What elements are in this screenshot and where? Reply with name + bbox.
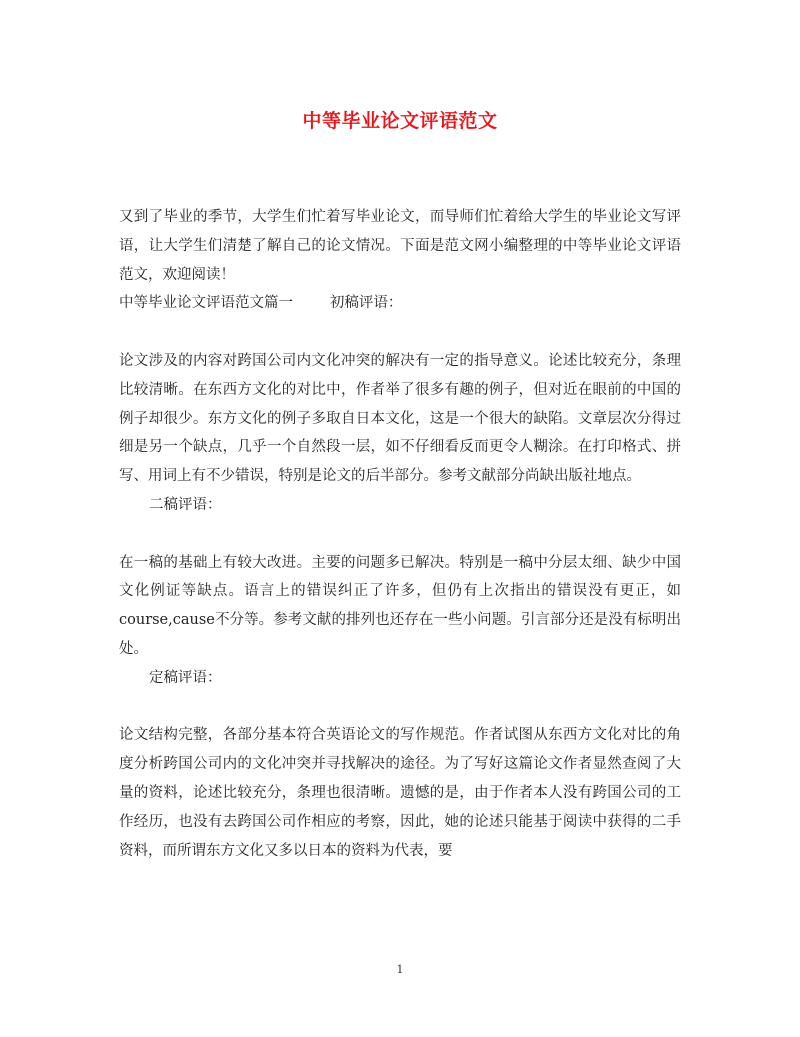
spacer	[119, 693, 681, 722]
first-draft-paragraph: 论文涉及的内容对跨国公司内文化冲突的解决有一定的指导意义。论述比较充分，条理比较清晰。在东西方文化的对比中，作者举了很多有趣的例子，但对近在眼前的中国的例子却很少。东方文化的例子多取自日本文化，这是一个很大的缺陷。文章层次分得过细是另一个缺点，几乎一个自然段一层，如不仔细看反而更令人糊涂。在打印格式、拼写、用词上有不少错误，特别是论文的后半部分。参考文献部分尚缺出版社地点。	[119, 352, 681, 485]
intro-paragraph: 又到了毕业的季节，大学生们忙着写毕业论文，而导师们忙着给大学生的毕业论文写评语，让大学生们清楚了解自己的论文情况。下面是范文网小编整理的中等毕业论文评语范文，欢迎阅读！	[119, 209, 681, 283]
document-body	[119, 203, 681, 865]
document-title: 中等毕业论文评语范文	[302, 110, 498, 132]
section-heading-line	[119, 289, 681, 318]
spacer	[119, 520, 681, 549]
second-draft-label: 二稿评语：	[149, 496, 222, 513]
first-draft-label: 初稿评语：	[329, 295, 403, 312]
final-draft-paragraph: 论文结构完整，各部分基本符合英语论文的写作规范。作者试图从东西方文化对比的角度分析跨国公司内的文化冲突并寻找解决的途径。为了写好这篇论文作者显然查阅了大量的资料，论述比较充分，条理也很清晰。遗憾的是，由于作者本人没有跨国公司的工作经历，也没有去跨国公司作相应的考察，因此，她的论述只能基于阅读中获得的二手资料，而所谓东方文化又多以日本的资料为代表，要	[119, 727, 681, 859]
section1-heading: 中等毕业论文评语范文篇一	[119, 295, 293, 312]
final-draft-label: 定稿评语：	[149, 669, 222, 686]
page-number: 1	[396, 963, 404, 976]
spacer	[119, 318, 681, 347]
second-draft-paragraph: 在一稿的基础上有较大改进。主要的问题多已解决。特别是一稿中分层太细、缺少中国文化例证等缺点。语言上的错误纠正了许多，但仍有上次指出的错误没有更正，如course,cause不分等。参考文献的排列也还存在一些小问题。引言部分还是没有标明出处。	[119, 554, 681, 657]
